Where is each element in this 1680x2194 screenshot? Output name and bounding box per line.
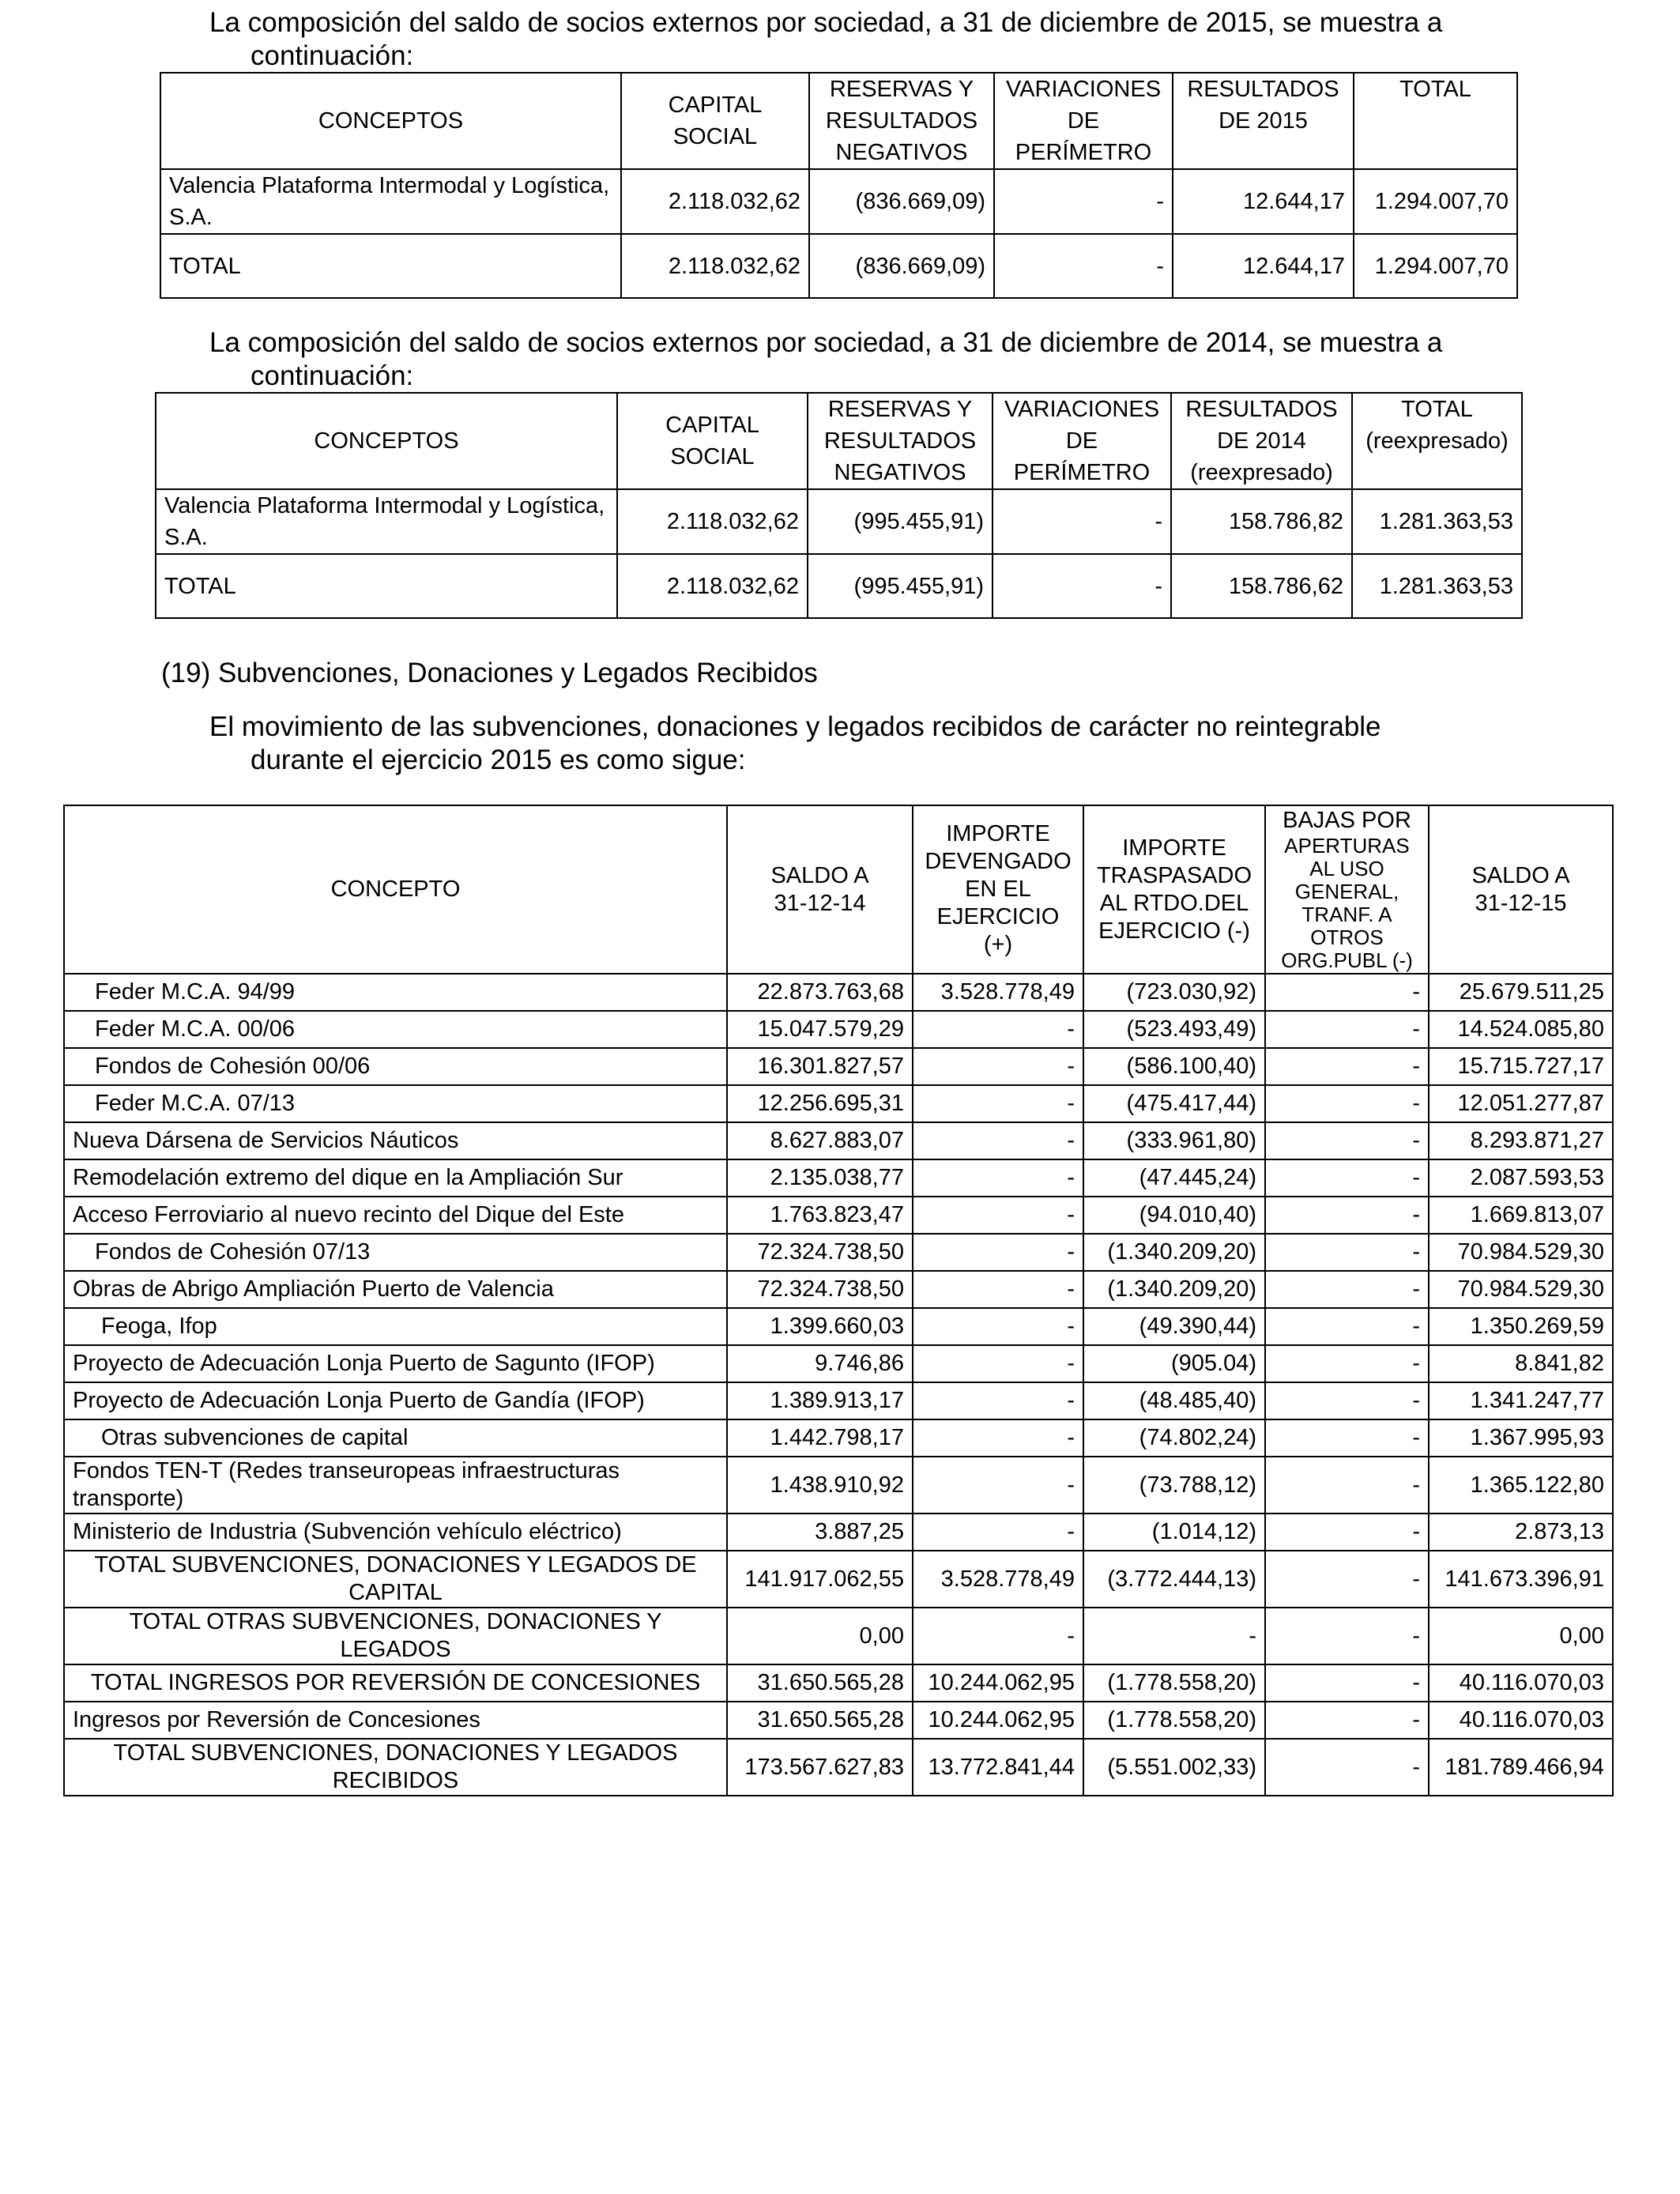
cell: - [913, 1122, 1083, 1159]
cell: - [913, 1011, 1083, 1048]
cell: 2.118.032,62 [617, 489, 808, 554]
cell: 0,00 [727, 1608, 913, 1664]
cell: 2.118.032,62 [621, 169, 809, 234]
cell: (1.778.558,20) [1083, 1702, 1265, 1739]
cell: - [994, 169, 1173, 234]
socios-externos-2015-table [160, 72, 1518, 299]
cell: 70.984.529,30 [1429, 1271, 1613, 1308]
table-row [64, 1457, 1613, 1514]
row-concept: Feder M.C.A. 07/13 [64, 1085, 727, 1122]
row-concept: Acceso Ferroviario al nuevo recinto del Dique del Este [64, 1197, 727, 1234]
row-concept: Fondos de Cohesión 00/06 [64, 1048, 727, 1085]
row-concept: TOTAL SUBVENCIONES, DONACIONES Y LEGADOS DE CAPITAL [64, 1551, 727, 1608]
row-concept: Ingresos por Reversión de Concesiones [64, 1702, 727, 1739]
table-row [64, 1085, 1613, 1122]
cell: 1.442.798,17 [727, 1419, 913, 1457]
col-resultados: RESULTADOS DE 2014 (reexpresado) [1171, 393, 1352, 489]
cell: 158.786,62 [1171, 554, 1352, 618]
cell: 0,00 [1429, 1608, 1613, 1664]
cell: - [913, 1457, 1083, 1514]
cell: 1.350.269,59 [1429, 1308, 1613, 1345]
cell: (1.778.558,20) [1083, 1664, 1265, 1702]
table-row [64, 1664, 1613, 1702]
table-row [64, 1308, 1613, 1345]
cell: 40.116.070,03 [1429, 1664, 1613, 1702]
cell: (1.340.209,20) [1083, 1234, 1265, 1271]
table-row [64, 1551, 1613, 1608]
table-row [64, 1345, 1613, 1382]
cell: - [913, 1234, 1083, 1271]
intro-paragraph-2015 [209, 6, 1546, 73]
row-concept: Valencia Plataforma Intermodal y Logística, S.A. [156, 489, 617, 554]
cell: - [993, 554, 1171, 618]
cell: - [913, 1608, 1083, 1664]
table-row [156, 554, 1522, 618]
col-concepto: CONCEPTO [64, 805, 727, 974]
cell: - [1265, 1122, 1429, 1159]
socios-externos-2014-table [155, 392, 1523, 619]
cell: 1.669.813,07 [1429, 1197, 1613, 1234]
cell: 3.887,25 [727, 1514, 913, 1551]
cell: 10.244.062,95 [913, 1664, 1083, 1702]
cell: (333.961,80) [1083, 1122, 1265, 1159]
cell: (94.010,40) [1083, 1197, 1265, 1234]
cell: 31.650.565,28 [727, 1702, 913, 1739]
col-conceptos: CONCEPTOS [160, 73, 621, 169]
cell: 14.524.085,80 [1429, 1011, 1613, 1048]
cell: - [1265, 1419, 1429, 1457]
cell: 2.873,13 [1429, 1514, 1613, 1551]
intro-2015-line1: La composición del saldo de socios externos por sociedad, a 31 de diciembre de 2015, se muestra a [209, 7, 1443, 38]
row-concept: TOTAL OTRAS SUBVENCIONES, DONACIONES Y LEGADOS [64, 1608, 727, 1664]
cell: - [993, 489, 1171, 554]
intro-paragraph-2014 [209, 326, 1546, 393]
table-row [64, 1739, 1613, 1796]
cell: 40.116.070,03 [1429, 1702, 1613, 1739]
cell: (3.772.444,13) [1083, 1551, 1265, 1608]
cell: - [913, 1085, 1083, 1122]
table-row [160, 234, 1517, 298]
section-19-paragraph [209, 711, 1546, 777]
cell: 141.673.396,91 [1429, 1551, 1613, 1608]
cell: 70.984.529,30 [1429, 1234, 1613, 1271]
col-bajas [1265, 805, 1429, 974]
cell: - [913, 1514, 1083, 1551]
col-reservas: RESERVAS Y RESULTADOS NEGATIVOS [808, 393, 993, 489]
table-row [64, 1608, 1613, 1664]
cell: 1.365.122,80 [1429, 1457, 1613, 1514]
cell: 2.087.593,53 [1429, 1159, 1613, 1197]
table-row [64, 1011, 1613, 1048]
col-saldo-31-12-14: SALDO A 31-12-14 [727, 805, 913, 974]
table-row [64, 1048, 1613, 1085]
cell: - [1265, 1234, 1429, 1271]
row-concept: Otras subvenciones de capital [64, 1419, 727, 1457]
cell: (1.340.209,20) [1083, 1271, 1265, 1308]
cell: 3.528.778,49 [913, 1551, 1083, 1608]
cell: (995.455,91) [808, 489, 993, 554]
cell: - [1265, 1382, 1429, 1419]
cell: 8.293.871,27 [1429, 1122, 1613, 1159]
cell: (475.417,44) [1083, 1085, 1265, 1122]
cell: (5.551.002,33) [1083, 1739, 1265, 1796]
cell: 15.047.579,29 [727, 1011, 913, 1048]
cell: 141.917.062,55 [727, 1551, 913, 1608]
cell: 1.281.363,53 [1352, 554, 1522, 618]
cell: 8.627.883,07 [727, 1122, 913, 1159]
table-row [160, 169, 1517, 234]
cell: 1.294.007,70 [1354, 169, 1517, 234]
cell: - [1265, 1551, 1429, 1608]
cell: (49.390,44) [1083, 1308, 1265, 1345]
table-row [64, 1271, 1613, 1308]
cell: - [913, 1419, 1083, 1457]
cell: - [1265, 1197, 1429, 1234]
cell: (586.100,40) [1083, 1048, 1265, 1085]
cell: - [1265, 1608, 1429, 1664]
cell: 15.715.727,17 [1429, 1048, 1613, 1085]
table-row [64, 1702, 1613, 1739]
cell: 1.341.247,77 [1429, 1382, 1613, 1419]
row-concept: Fondos TEN-T (Redes transeuropeas infraestructuras transporte) [64, 1457, 727, 1514]
table-row [64, 1419, 1613, 1457]
col-capital-social: CAPITAL SOCIAL [621, 73, 809, 169]
cell: - [913, 1159, 1083, 1197]
cell: (1.014,12) [1083, 1514, 1265, 1551]
cell: 72.324.738,50 [727, 1271, 913, 1308]
cell: 13.772.841,44 [913, 1739, 1083, 1796]
row-concept: Obras de Abrigo Ampliación Puerto de Valencia [64, 1271, 727, 1308]
cell: (836.669,09) [809, 234, 994, 298]
col-importe-devengado: IMPORTE DEVENGADO EN EL EJERCICIO (+) [913, 805, 1083, 974]
cell: - [913, 1308, 1083, 1345]
cell: 1.438.910,92 [727, 1457, 913, 1514]
cell: 12.256.695,31 [727, 1085, 913, 1122]
cell: 16.301.827,57 [727, 1048, 913, 1085]
section-19-line1: El movimiento de las subvenciones, donaciones y legados recibidos de carácter no reintegrable [209, 711, 1381, 742]
row-concept: TOTAL [156, 554, 617, 618]
bajas-subtitle: APERTURAS AL USO GENERAL, TRANF. A OTROS ORG.PUBL (-) [1281, 834, 1413, 972]
cell: 1.294.007,70 [1354, 234, 1517, 298]
subvenciones-table [63, 805, 1614, 1796]
cell: - [1265, 974, 1429, 1011]
cell: - [1265, 1345, 1429, 1382]
col-capital-social: CAPITAL SOCIAL [617, 393, 808, 489]
cell: (836.669,09) [809, 169, 994, 234]
row-concept: Proyecto de Adecuación Lonja Puerto de Gandía (IFOP) [64, 1382, 727, 1419]
col-total: TOTAL (reexpresado) [1352, 393, 1522, 489]
cell: - [1265, 1702, 1429, 1739]
col-total: TOTAL [1354, 73, 1517, 169]
row-concept: TOTAL SUBVENCIONES, DONACIONES Y LEGADOS RECIBIDOS [64, 1739, 727, 1796]
cell: (995.455,91) [808, 554, 993, 618]
row-concept: Feoga, Ifop [64, 1308, 727, 1345]
intro-2014-line2: continuación: [250, 360, 414, 391]
cell: 1.367.995,93 [1429, 1419, 1613, 1457]
table-row [64, 1234, 1613, 1271]
col-importe-traspasado: IMPORTE TRASPASADO AL RTDO.DEL EJERCICIO (-) [1083, 805, 1265, 974]
row-concept: Remodelación extremo del dique en la Ampliación Sur [64, 1159, 727, 1197]
cell: - [994, 234, 1173, 298]
cell: - [1265, 1664, 1429, 1702]
row-concept: Nueva Dársena de Servicios Náuticos [64, 1122, 727, 1159]
cell: 12.051.277,87 [1429, 1085, 1613, 1122]
cell: - [1265, 1048, 1429, 1085]
col-reservas: RESERVAS Y RESULTADOS NEGATIVOS [809, 73, 994, 169]
cell: 2.118.032,62 [617, 554, 808, 618]
cell: 3.528.778,49 [913, 974, 1083, 1011]
cell: - [913, 1271, 1083, 1308]
section-19-line2: durante el ejercicio 2015 es como sigue: [250, 745, 746, 775]
cell: 8.841,82 [1429, 1345, 1613, 1382]
section-heading: (19) Subvenciones, Donaciones y Legados Recibidos [161, 658, 818, 688]
cell: 9.746,86 [727, 1345, 913, 1382]
col-saldo-31-12-15: SALDO A 31-12-15 [1429, 805, 1613, 974]
cell: - [913, 1345, 1083, 1382]
table-row [64, 1382, 1613, 1419]
table-row [64, 1197, 1613, 1234]
row-concept: Proyecto de Adecuación Lonja Puerto de Sagunto (IFOP) [64, 1345, 727, 1382]
cell: 1.389.913,17 [727, 1382, 913, 1419]
cell: - [1265, 1514, 1429, 1551]
cell: - [913, 1382, 1083, 1419]
cell: (74.802,24) [1083, 1419, 1265, 1457]
table-row [64, 974, 1613, 1011]
table-row [64, 1122, 1613, 1159]
cell: (905.04) [1083, 1345, 1265, 1382]
cell: - [1083, 1608, 1265, 1664]
bajas-title: BAJAS POR [1283, 808, 1411, 833]
cell: 12.644,17 [1173, 169, 1354, 234]
cell: - [1265, 1271, 1429, 1308]
cell: - [1265, 1085, 1429, 1122]
cell: - [1265, 1011, 1429, 1048]
cell: 10.244.062,95 [913, 1702, 1083, 1739]
cell: 173.567.627,83 [727, 1739, 913, 1796]
cell: - [913, 1197, 1083, 1234]
cell: (723.030,92) [1083, 974, 1265, 1011]
cell: (47.445,24) [1083, 1159, 1265, 1197]
cell: 25.679.511,25 [1429, 974, 1613, 1011]
cell: 1.763.823,47 [727, 1197, 913, 1234]
row-concept: Feder M.C.A. 94/99 [64, 974, 727, 1011]
cell: 12.644,17 [1173, 234, 1354, 298]
row-concept: Valencia Plataforma Intermodal y Logística, S.A. [160, 169, 621, 234]
row-concept: Ministerio de Industria (Subvención vehículo eléctrico) [64, 1514, 727, 1551]
cell: 2.135.038,77 [727, 1159, 913, 1197]
cell: 2.118.032,62 [621, 234, 809, 298]
row-concept: TOTAL [160, 234, 621, 298]
cell: 181.789.466,94 [1429, 1739, 1613, 1796]
cell: - [913, 1048, 1083, 1085]
cell: 158.786,82 [1171, 489, 1352, 554]
col-variaciones: VARIACIONES DE PERÍMETRO [994, 73, 1173, 169]
col-resultados: RESULTADOS DE 2015 [1173, 73, 1354, 169]
cell: (523.493,49) [1083, 1011, 1265, 1048]
table-row [64, 1514, 1613, 1551]
cell: 72.324.738,50 [727, 1234, 913, 1271]
row-concept: Fondos de Cohesión 07/13 [64, 1234, 727, 1271]
row-concept: Feder M.C.A. 00/06 [64, 1011, 727, 1048]
cell: 1.399.660,03 [727, 1308, 913, 1345]
cell: (48.485,40) [1083, 1382, 1265, 1419]
row-concept: TOTAL INGRESOS POR REVERSIÓN DE CONCESIONES [64, 1664, 727, 1702]
table-row [156, 489, 1522, 554]
cell: (73.788,12) [1083, 1457, 1265, 1514]
cell: 22.873.763,68 [727, 974, 913, 1011]
cell: - [1265, 1739, 1429, 1796]
intro-2015-line2: continuación: [250, 40, 414, 71]
cell: - [1265, 1308, 1429, 1345]
cell: - [1265, 1159, 1429, 1197]
table-row [64, 1159, 1613, 1197]
intro-2014-line1: La composición del saldo de socios externos por sociedad, a 31 de diciembre de 2014, se muestra a [209, 327, 1443, 358]
col-variaciones: VARIACIONES DE PERÍMETRO [993, 393, 1171, 489]
cell: 31.650.565,28 [727, 1664, 913, 1702]
cell: 1.281.363,53 [1352, 489, 1522, 554]
cell: - [1265, 1457, 1429, 1514]
col-conceptos: CONCEPTOS [156, 393, 617, 489]
